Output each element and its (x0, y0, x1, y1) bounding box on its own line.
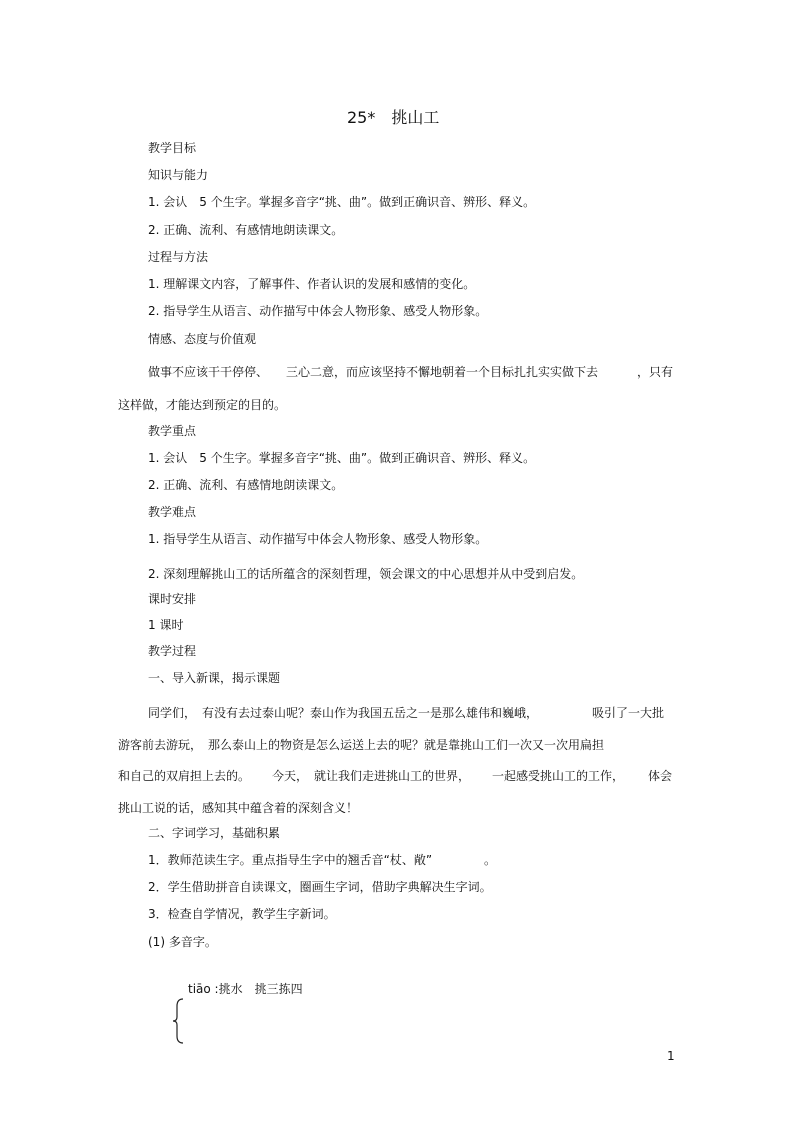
heading-teaching-process: 教学过程 (148, 644, 197, 658)
text-line: 三心二意，而应该坚持不懈地朝着一个目标扎扎实实做下去 (286, 365, 599, 379)
text-line: 游客前去游玩， 那么泰山上的物资是怎么运送上去的呢？就是靠挑山工们一次又一次用扁担 (118, 738, 605, 752)
heading-key-points: 教学重点 (148, 424, 197, 438)
text-line: 1. 理解课文内容，了解事件、作者认识的发展和感情的变化。 (148, 277, 476, 291)
text-line: 1. 会认 5 个生字。掌握多音字“挑、曲”。做到正确识音、辨形、释义。 (148, 451, 536, 465)
polyphone-entry: tiāo :挑水 挑三拣四 (188, 982, 303, 996)
text-line: 1．教师范读生字。重点指导生字中的翘舌音“杖、敞” (148, 853, 433, 867)
step-heading: 一、导入新课，揭示课题 (148, 671, 281, 685)
text-line: 2. 深刻理解挑山工的话所蕴含的深刻哲理，领会课文的中心思想并从中受到启发。 (148, 567, 584, 581)
page-title: 25* 挑山工 (347, 108, 440, 127)
text-line: 一起感受挑山工的工作， (492, 769, 625, 783)
text-line: 1. 指导学生从语言、动作描写中体会人物形象、感受人物形象。 (148, 532, 488, 546)
text-line: 1. 会认 5 个生字。掌握多音字“挑、曲”。做到正确识音、辨形、释义。 (148, 195, 536, 209)
text-line: 3．检查自学情况，教学生字新词。 (148, 907, 336, 921)
text-line: 。 (484, 853, 497, 867)
heading-difficulties: 教学难点 (148, 505, 197, 519)
text-line: 今天， 就让我们走进挑山工的世界， (272, 769, 471, 783)
text-line: 2. 正确、流利、有感情地朗读课文。 (148, 478, 344, 492)
text-line: 吸引了一大批 (592, 706, 665, 720)
text-line: 2．学生借助拼音自读课文，圈画生字词，借助字典解决生字词。 (148, 880, 492, 894)
subheading-process: 过程与方法 (148, 250, 209, 264)
text-line: 做事不应该干干停停、 (148, 365, 269, 379)
text-line: 同学们， 有没有去过泰山呢？泰山作为我国五岳之一是那么雄伟和巍峨， (148, 706, 539, 720)
text-line: ，只有 (637, 365, 674, 379)
text-line: 体会 (648, 769, 673, 783)
heading-objectives: 教学目标 (148, 141, 197, 155)
subheading-knowledge: 知识与能力 (148, 168, 209, 182)
text-line: 1 课时 (148, 618, 184, 632)
subheading-attitude: 情感、态度与价值观 (148, 332, 257, 346)
text-line: 和自己的双肩担上去的。 (118, 769, 251, 783)
text-line: 挑山工说的话，感知其中蕴含着的深刻含义！ (118, 801, 359, 815)
text-line: (1) 多音字。 (148, 935, 217, 949)
page-number: 1 (667, 1049, 675, 1063)
heading-schedule: 课时安排 (148, 592, 197, 606)
text-line: 2. 正确、流利、有感情地朗读课文。 (148, 223, 344, 237)
curly-brace-icon (171, 998, 187, 1044)
text-line: 2. 指导学生从语言、动作描写中体会人物形象、感受人物形象。 (148, 304, 488, 318)
text-line: 这样做，才能达到预定的目的。 (118, 398, 287, 412)
step-heading: 二、字词学习，基础积累 (148, 826, 281, 840)
